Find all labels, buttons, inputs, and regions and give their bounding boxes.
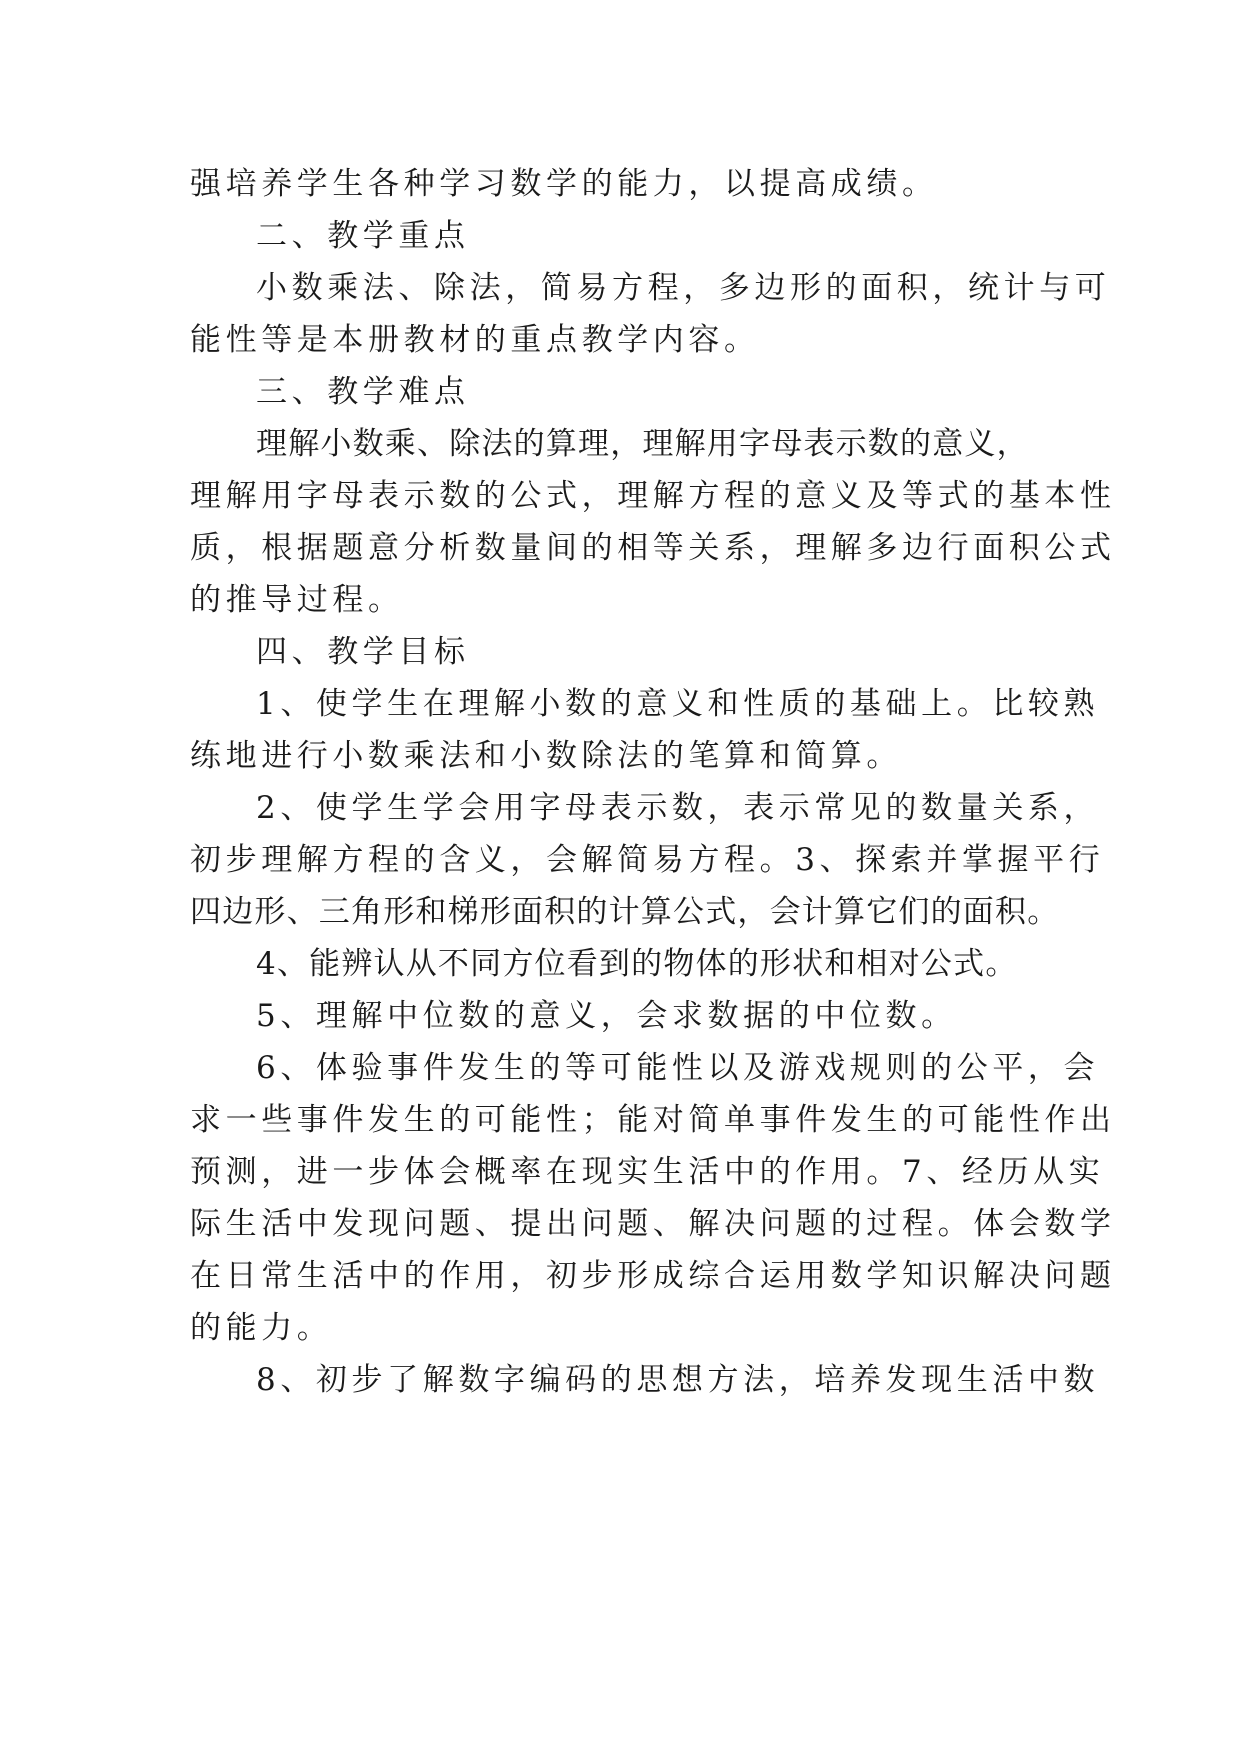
section-heading: 四、教学目标 (256, 634, 470, 670)
paragraph-line: 4、能辨认从不同方位看到的物体的形状和相对公式。 (256, 946, 1018, 982)
paragraph-line: 1、使学生在理解小数的意义和性质的基础上。比较熟 (256, 686, 1100, 722)
paragraph-line: 预测，进一步体会概率在现实生活中的作用。7、经历从实 (190, 1154, 1105, 1190)
paragraph-line: 理解用字母表示数的公式，理解方程的意义及等式的基本性 (190, 478, 1116, 514)
paragraph-line: 5、理解中位数的意义，会求数据的中位数。 (256, 998, 957, 1034)
paragraph-line: 8、初步了解数字编码的思想方法，培养发现生活中数 (256, 1362, 1100, 1398)
section-heading: 三、教学难点 (256, 374, 470, 410)
paragraph-line: 际生活中发现问题、提出问题、解决问题的过程。体会数学 (190, 1206, 1116, 1242)
paragraph-line: 6、体验事件发生的等可能性以及游戏规则的公平，会 (256, 1050, 1100, 1086)
paragraph-line: 在日常生活中的作用，初步形成综合运用数学知识解决问题 (190, 1258, 1116, 1294)
paragraph-line: 四边形、三角形和梯形面积的计算公式，会计算它们的面积。 (190, 894, 1060, 930)
paragraph-line: 能性等是本册教材的重点教学内容。 (190, 322, 760, 358)
paragraph-line: 的推导过程。 (190, 582, 404, 618)
paragraph-line: 理解小数乘、除法的算理，理解用字母表示数的意义， (256, 426, 1029, 462)
paragraph-line: 强培养学生各种学习数学的能力，以提高成绩。 (190, 166, 938, 202)
paragraph-line: 练地进行小数乘法和小数除法的笔算和简算。 (190, 738, 902, 774)
paragraph-line: 求一些事件发生的可能性；能对简单事件发生的可能性作出 (190, 1102, 1116, 1138)
paragraph-line: 初步理解方程的含义，会解简易方程。3、探索并掌握平行 (190, 842, 1105, 878)
paragraph-line: 质，根据题意分析数量间的相等关系，理解多边行面积公式 (190, 530, 1116, 566)
paragraph-line: 小数乘法、除法，简易方程，多边形的面积，统计与可 (256, 270, 1111, 306)
paragraph-line: 2、使学生学会用字母表示数，表示常见的数量关系， (256, 790, 1100, 826)
paragraph-line: 的能力。 (190, 1310, 333, 1346)
section-heading: 二、教学重点 (256, 218, 470, 254)
